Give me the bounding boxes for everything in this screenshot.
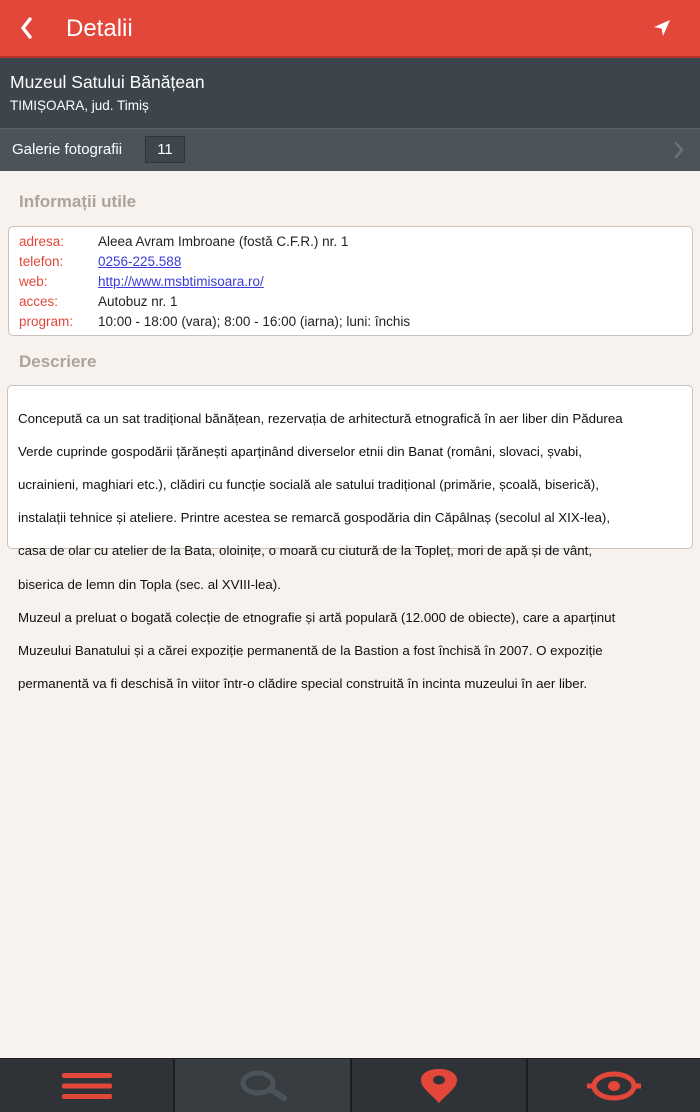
place-header	[0, 58, 700, 128]
access-value: Autobuz nr. 1	[98, 294, 178, 309]
description-line: Concepută ca un sat tradițional bănățean, rezervația de arhitectură etnografică în aer liber din Pădurea	[18, 410, 623, 426]
description-line: permanentă va fi deschisă în viitor într-o clădire special construită în incinta muzeului în aer liber.	[18, 676, 588, 692]
info-card	[8, 226, 693, 336]
nav-tab-search[interactable]	[175, 1059, 350, 1112]
search-icon	[238, 1070, 288, 1102]
gallery-label: Galerie fotografii	[12, 141, 123, 158]
description-line: Muzeul a preluat o bogată colecție de etnografie și artă populară (12.000 de obiecte), care a aparținut	[18, 609, 616, 625]
description-card	[7, 385, 693, 692]
action-bar	[0, 0, 700, 58]
description-section-title: Descriere	[19, 352, 97, 371]
page-title: Detalii	[66, 15, 133, 42]
website-link[interactable]: http://www.msbtimisoara.ro/	[98, 274, 264, 289]
info-label: program:	[19, 314, 74, 329]
chevron-left-icon	[19, 17, 33, 39]
eye-icon	[587, 1070, 641, 1102]
description-line: Muzeului Banatului și a cărei expoziție permanentă de la Bastion a fost închisă în 2007. O expoziție	[18, 642, 603, 658]
description-line: biserica de lemn din Topla (sec. al XVIII-lea).	[18, 576, 281, 592]
back-button[interactable]	[0, 0, 52, 56]
place-location: TIMIȘOARA, jud. Timiș	[10, 98, 149, 113]
program-value: 10:00 - 18:00 (vara); 8:00 - 16:00 (iarna); luni: închis	[98, 314, 411, 329]
description-line: ucrainieni, maghiari etc.), clădiri cu funcție socială ale satului tradițional (primărie, școală, biserică),	[18, 476, 599, 492]
info-label: telefon:	[19, 254, 64, 269]
nav-tab-nearby[interactable]	[528, 1059, 700, 1112]
bottom-navigation	[0, 1058, 700, 1112]
nav-tab-map[interactable]	[352, 1059, 526, 1112]
info-section-title: Informații utile	[19, 192, 137, 211]
address-value: Aleea Avram Imbroane (fostă C.F.R.) nr. 1	[98, 234, 349, 249]
photo-gallery-row[interactable]	[0, 128, 700, 171]
info-label: acces:	[19, 294, 59, 309]
nav-tab-menu[interactable]	[0, 1059, 173, 1112]
description-line: Verde cuprinde gospodării țărănești aparținând diverselor etnii din Banat (români, slovaci, șvabi,	[18, 443, 582, 459]
chevron-right-icon	[674, 141, 684, 159]
description-text	[18, 394, 682, 709]
info-label: adresa:	[19, 234, 65, 249]
gallery-count-badge: 11	[145, 136, 185, 163]
description-line: instalații tehnice și ateliere. Printre acestea se remarcă gospodăria din Căpâlnaș (secolul al XIX-lea),	[18, 510, 611, 526]
description-line: casa de olar cu atelier de la Bata, oloinițe, o moară cu ciutură de la Topleț, mori de apă și de vânt,	[18, 543, 593, 559]
phone-link[interactable]: 0256-225.588	[98, 254, 182, 269]
menu-icon	[62, 1073, 112, 1099]
map-pin-icon	[419, 1069, 459, 1103]
info-label: web:	[19, 274, 48, 289]
place-name: Muzeul Satului Bănățean	[10, 72, 205, 92]
navigate-button[interactable]	[640, 0, 684, 56]
navigation-arrow-icon	[652, 18, 672, 38]
